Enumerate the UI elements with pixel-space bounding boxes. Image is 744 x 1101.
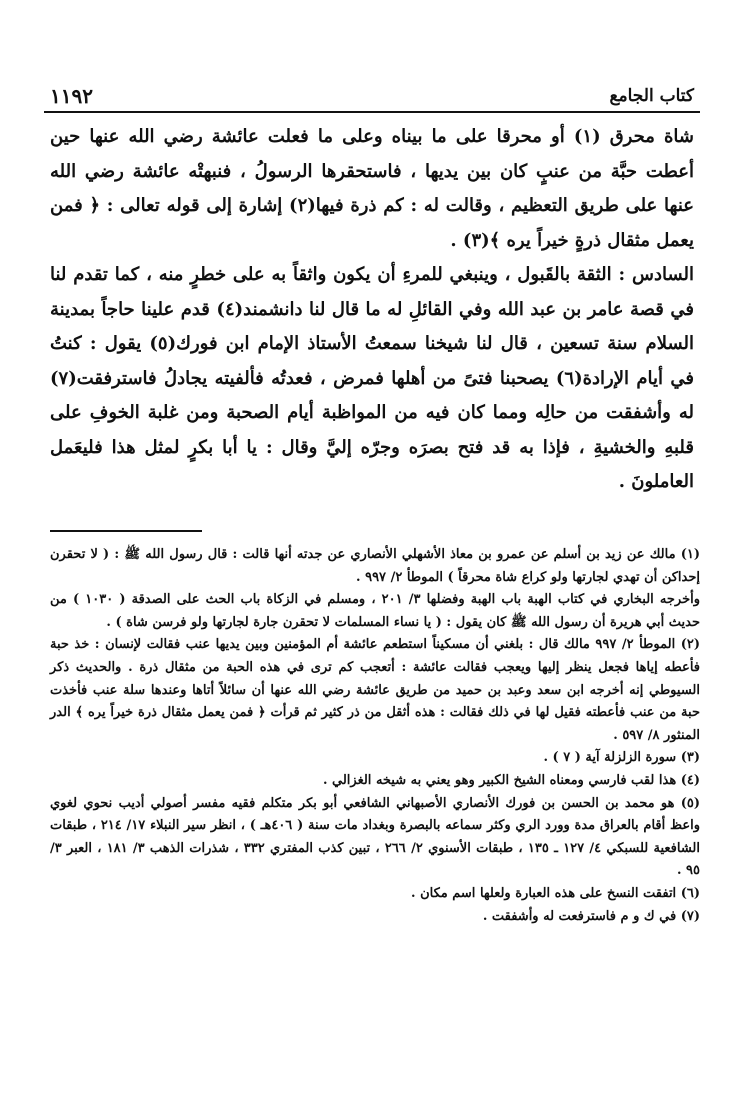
- header-rule: [44, 111, 700, 113]
- footnote: وأخرجه البخاري في كتاب الهبة باب الهبة وفضلها ٣/ ٢٠١ ، ومسلم في الزكاة باب الحث على الصدقة ( ١٠٣٠ ) من حديث أبي هريرة أن رسول الله ﷺ كان يقول : ( يا نساء المسلمات لا تحقرن جارة لجارتها ولو فرسن شاة ) .: [50, 592, 700, 630]
- footnote-separator: [50, 530, 202, 532]
- running-title: كتاب الجامع: [609, 86, 694, 106]
- footnote: (٤) هذا لقب فارسي ومعناه الشيخ الكبير وهو يعني به شيخه الغزالي .: [322, 772, 700, 788]
- main-text: [50, 120, 694, 500]
- page-header: [44, 84, 700, 110]
- paragraph: شاة محرق (١) أو محرقا على ما بيناه وعلى ما فعلت عائشة رضي الله عنها حين أعطت حبَّة من عنبٍ كان بين يديها ، فاستحقرها الرسولُ ، فنبهتْه عائشة رضي الله عنها على طريق التعظيم ، وقالت له : كم ذرة فيها(٢) إشارة إلى قوله تعالى : ﴿ فمن يعمل مثقال ذرةٍ خيراً يره ﴾(٣) .: [50, 126, 694, 251]
- footnote: (٥) هو محمد بن الحسن بن فورك الأنصاري الأصبهاني الشافعي أبو بكر متكلم فقيه مفسر أصولي أديب نحوي لغوي واعظ أقام بالعراق مدة وورد الري وكثر سماعه بالبصرة وبغداد مات سنة ( ٤٠٦هـ ) ، انظر سير النبلاء ١٧/ ٢١٤ ، طبقات الشافعية للسبكي ٤/ ١٢٧ ـ ١٣٥ ، طبقات الأسنوي ٢/ ٢٦٦ ، تبين كذب المفتري ٣٣٢ ، شذرات الذهب ٣/ ١٨١ ، العبر ٣/ ٩٥ .: [50, 795, 701, 879]
- footnote: (٣) سورة الزلزلة آية ( ٧ ) .: [543, 750, 700, 766]
- page-number: ١١٩٢: [50, 84, 93, 108]
- footnote: (٢) الموطأ ٢/ ٩٩٧ مالك قال : بلغني أن مسكيناً استطعم عائشة أم المؤمنين وبين يديها عنب فقالت لإنسان : خذ حبة فأعطه إياها فجعل ينظر إليها ويعجب فقالت عائشة : أتعجب كم ترى في هذه الحبة من مثقال ذرة . والحديث ذكر السيوطي إنه أخرجه ابن سعد وعبد بن حميد من طريق عائشة رضي الله عنها أن سائلاً أتاها وعندها سلة عنب فأخذت حبة من عنب فأعطته فقيل لها في ذلك فقالت : هذه أثقل من ذر كثير ثم قرأت ﴿ فمن يعمل مثقال ذرة خيراً يره ﴾ الدر المنثور ٨/ ٥٩٧ .: [50, 637, 700, 743]
- footnote: (٦) اتفقت النسخ على هذه العبارة ولعلها اسم مكان .: [411, 885, 700, 901]
- footnote: (٧) في ك و م فاسترفعت له وأشفقت .: [482, 908, 700, 924]
- footnote: (١) مالك عن زيد بن أسلم عن عمرو بن معاذ الأشهلي الأنصاري عن جدته أنها قالت : قال رسول الله ﷺ : ( لا تحقرن إحداكن أن تهدي لجارتها ولو كراع شاة محرقاً ) الموطأ ٢/ ٩٩٧ .: [50, 547, 700, 585]
- footnotes: [50, 544, 700, 928]
- paragraph: السادس : الثقة بالقَبول ، وينبغي للمرءِ أن يكون واثقاً به على خطرٍ منه ، كما تقدم لنا في قصة عامر بن عبد الله وفي القائلِ له ما قال لنا دانشمند(٤) قدم علينا حاجاً بمدينة السلام سنة تسعين ، قال لنا شيخنا سمعتُ الأستاذ الإمام ابن فورك(٥) يقول : كنتُ في أيام الإرادة(٦) يصحبنا فتىً من أهلها فمرض ، فعدتُه فألفيته يجادلُ فاسترفقت(٧) له وأشفقت من حالِه ومما كان فيه من المواظبة أيام الصحبة ومن غلبة الخوفِ على قلبهِ والخشيةِ ، فإذا به قد فتح بصرَه وجرّه إليَّ وقال : يا أبا بكرٍ لمثل هذا فليعَمل العاملونَ .: [50, 264, 694, 492]
